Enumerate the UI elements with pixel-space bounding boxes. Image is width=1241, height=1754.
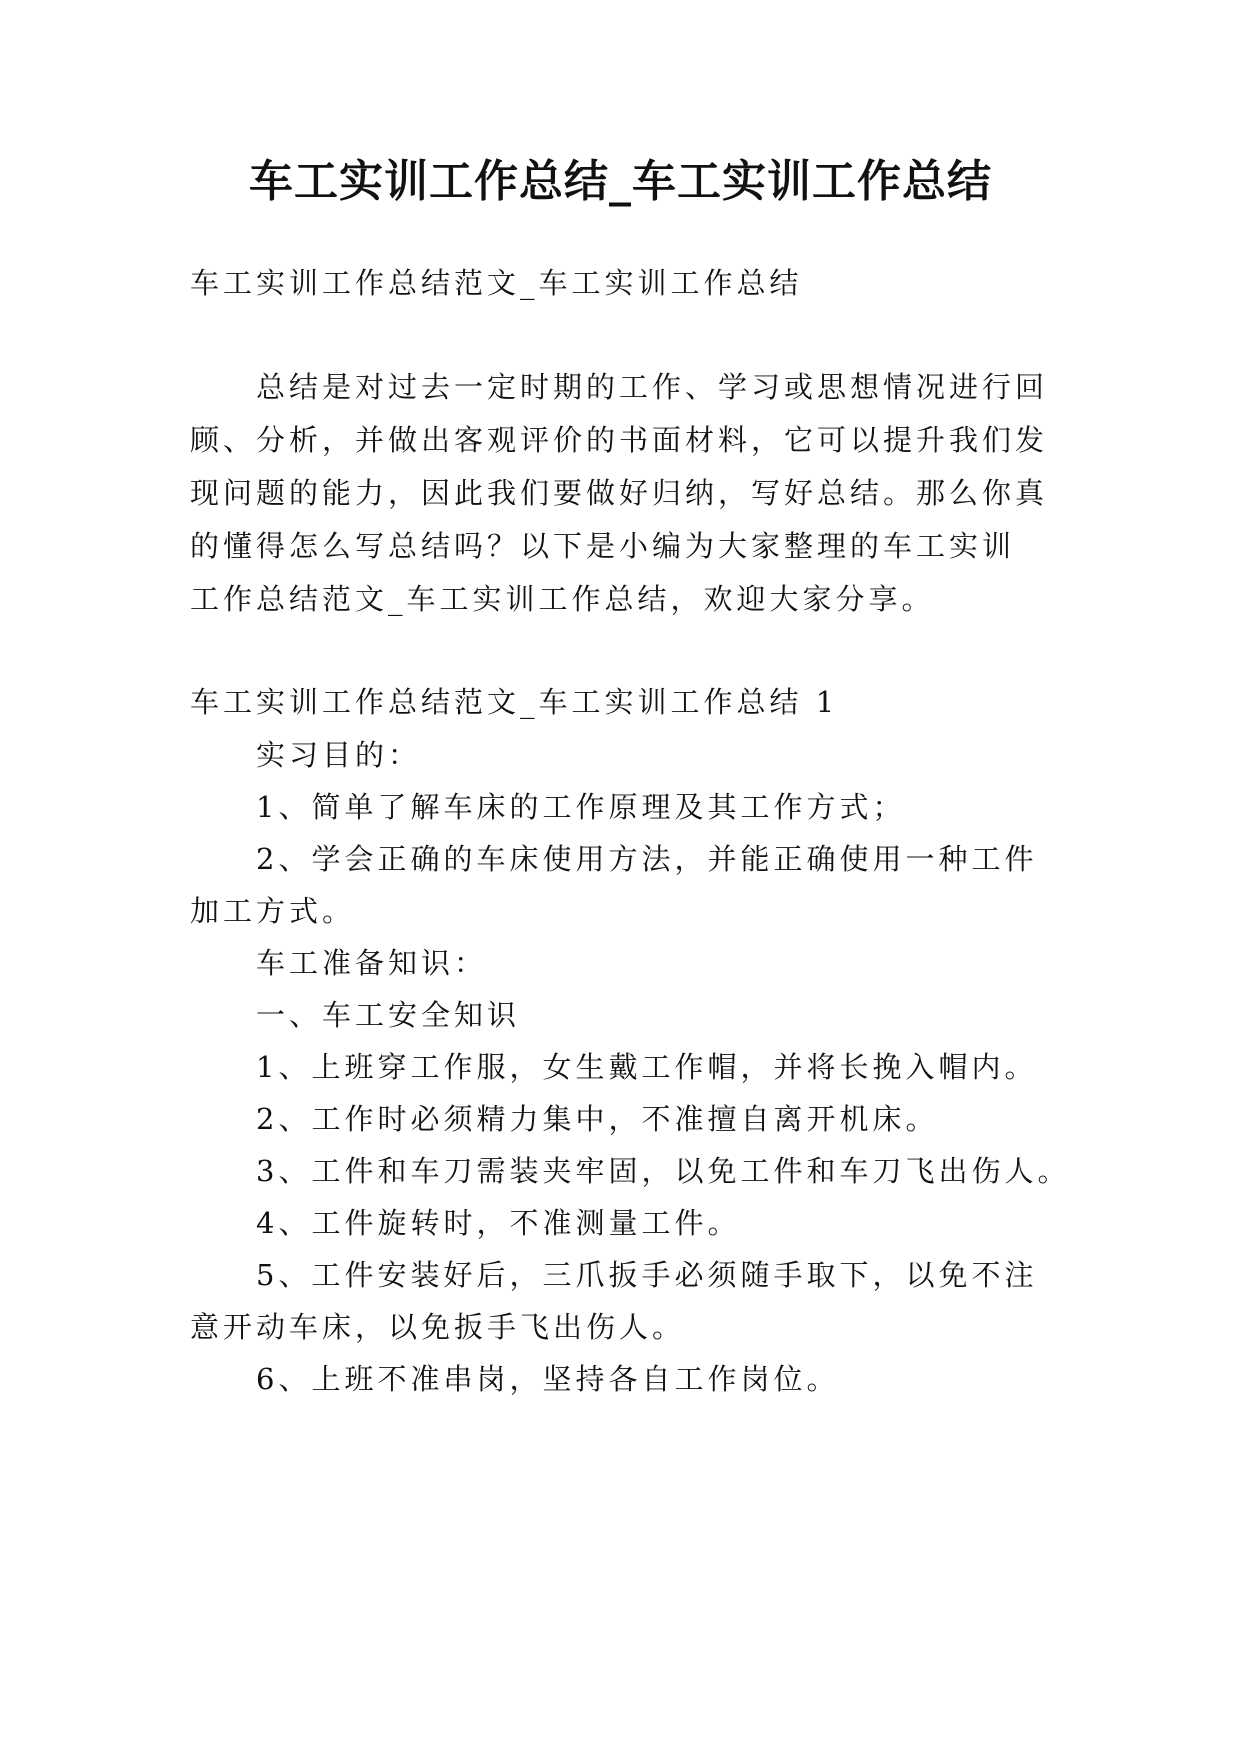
body-line: 车工准备知识： bbox=[256, 946, 488, 980]
body-line: 4、工件旋转时，不准测量工件。 bbox=[256, 1206, 741, 1240]
document-title: 车工实训工作总结_车工实训工作总结 bbox=[249, 156, 992, 207]
body-line: 6、上班不准串岗，坚持各自工作岗位。 bbox=[256, 1362, 840, 1396]
body-line: 3、工件和车刀需装夹牢固，以免工件和车刀飞出伤人。 bbox=[256, 1154, 1071, 1188]
body-line: 加工方式。 bbox=[190, 894, 356, 928]
document-subtitle: 车工实训工作总结范文_车工实训工作总结 bbox=[190, 266, 803, 300]
body-line: 意开动车床，以免扳手飞出伤人。 bbox=[190, 1310, 686, 1344]
body-line: 5、工件安装好后，三爪扳手必须随手取下，以免不注 bbox=[256, 1258, 1038, 1292]
body-line: 2、工作时必须精力集中，不准擅自离开机床。 bbox=[256, 1102, 939, 1136]
body-line: 一、车工安全知识 bbox=[256, 998, 521, 1032]
intro-line: 顾、分析，并做出客观评价的书面材料，它可以提升我们发 bbox=[190, 423, 1049, 457]
intro-line: 总结是对过去一定时期的工作、学习或思想情况进行回 bbox=[256, 370, 1049, 404]
intro-line: 现问题的能力，因此我们要做好归纳，写好总结。那么你真 bbox=[190, 476, 1049, 510]
body-line: 1、上班穿工作服，女生戴工作帽，并将长挽入帽内。 bbox=[256, 1050, 1038, 1084]
section-heading: 车工实训工作总结范文_车工实训工作总结 1 bbox=[190, 685, 839, 719]
intro-line: 工作总结范文_车工实训工作总结，欢迎大家分享。 bbox=[190, 582, 935, 616]
body-line: 2、学会正确的车床使用方法，并能正确使用一种工件 bbox=[256, 842, 1038, 876]
body-line: 实习目的： bbox=[256, 738, 422, 772]
body-line: 1、简单了解车床的工作原理及其工作方式； bbox=[256, 790, 906, 824]
intro-line: 的懂得怎么写总结吗？以下是小编为大家整理的车工实训 bbox=[190, 529, 1016, 563]
